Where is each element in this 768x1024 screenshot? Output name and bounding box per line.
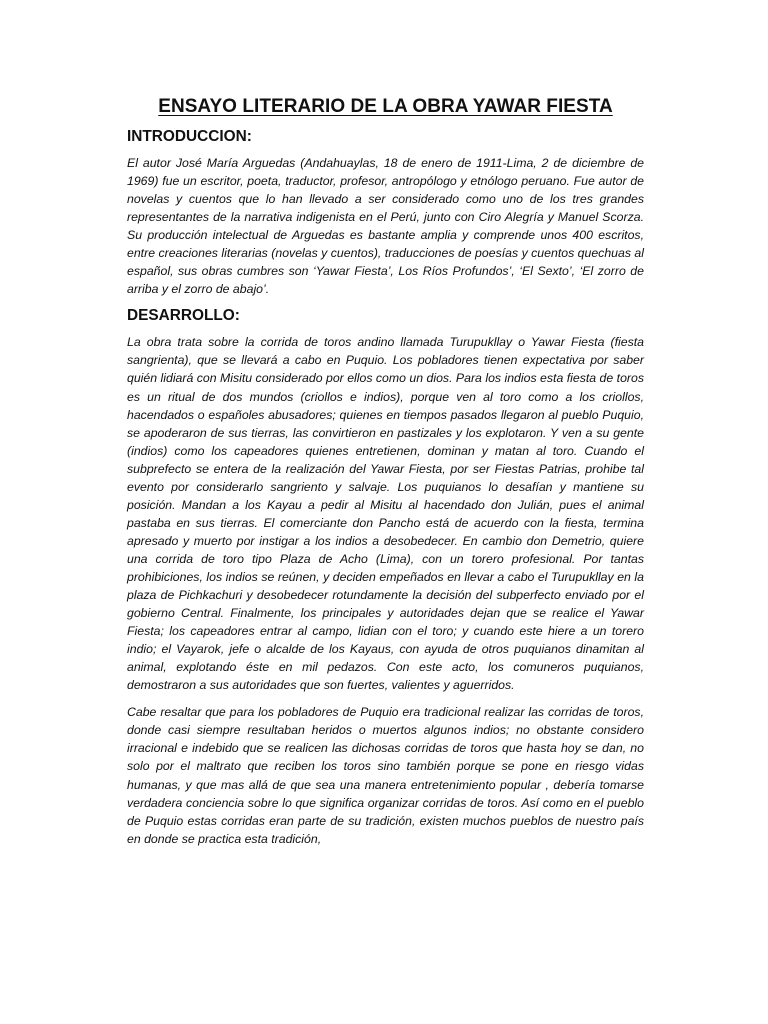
- paragraph-desarrollo-1: La obra trata sobre la corrida de toros andino llamada Turupukllay o Yawar Fiesta (fiesta sangrienta), que se llevará a cabo en Puquio. Los pobladores tienen expectativa por saber quién lidiará con Misitu considerado por ellos como un dios. Para los indios esta fiesta de toros es un ritual de dos mundos (criollos e indios), porque ven al toro como a los criollos, hacendados o españoles abusadores; quienes en tiempos pasados llegaron al pueblo Puquio, se apoderaron de sus tierras, las convirtieron en pastizales y los explotaron. Y ven a su gente (indios) como los capeadores quienes entretienen, dominan y matan al toro. Cuando el subprefecto se entera de la realización del Yawar Fiesta, por ser Fiestas Patrias, prohibe tal evento por considerarlo sangriento y salvaje. Los puquianos lo desafían y mantiene su posición. Mandan a los Kayau a pedir al Misitu al hacendado don Julián, pues el animal pastaba en sus tierras. El comerciante don Pancho está de acuerdo con la fiesta, termina apresado y muerto por instigar a los indios a desobedecer. En cambio don Demetrio, quiere una corrida de toro tipo Plaza de Acho (Lima), con un torero profesional. Por tantas prohibiciones, los indios se reúnen, y deciden empeñados en llevar a cabo el Turupukllay en la plaza de Pichkachuri y desobedecer rotundamente la decisión del subperfecto enviado por el gobierno Central. Finalmente, los principales y autoridades dejan que se realice el Yawar Fiesta; los capeadores entrar al campo, lidian con el toro; y cuando este hiere a un torero indio; el Vayarok, jefe o alcalde de los Kayaus, con ayuda de otros puquianos dinamitan al animal, explotando éste en mil pedazos. Con este acto, los comuneros puquianos, demostraron a sus autoridades que son fuertes, valientes y aguerridos.: [127, 335, 644, 693]
- section-heading-introduccion: INTRODUCCION:: [127, 128, 252, 145]
- document-title: ENSAYO LITERARIO DE LA OBRA YAWAR FIESTA: [158, 96, 613, 117]
- section-heading-desarrollo: DESARROLLO:: [127, 307, 240, 325]
- document-page: [127, 96, 644, 857]
- paragraph-introduccion: El autor José María Arguedas (Andahuaylas, 18 de enero de 1911-Lima, 2 de diciembre de 1969) fue un escritor, poeta, traductor, profesor, antropólogo y etnólogo peruano. Fue autor de novelas y cuentos que lo han llevado a ser considerado como uno de los tres grandes representantes de la narrativa indigenista en el Perú, junto con Ciro Alegría y Manuel Scorza. Su producción intelectual de Arguedas es bastante amplia y comprende unos 400 escritos, entre creaciones literarias (novelas y cuentos), traducciones de poesías y cuentos quechuas al español, sus obras cumbres son ‘Yawar Fiesta’, Los Ríos Profundos’, ‘El Sexto’, ‘El zorro de arriba y el zorro de abajo’.: [127, 156, 644, 297]
- paragraph-desarrollo-2: Cabe resaltar que para los pobladores de Puquio era tradicional realizar las corridas de toros, donde casi siempre resultaban heridos o muertos algunos indios; no obstante considero irracional e indebido que se realicen las dichosas corridas de toros que hasta hoy se dan, no solo por el maltrato que reciben los toros sino también porque se pone en riesgo vidas humanas, y que mas allá de que sea una manera entretenimiento popular , debería tomarse verdadera conciencia sobre lo que significa organizar corridas de toros. Así como en el pueblo de Puquio estas corridas eran parte de su tradición, existen muchos pueblos de nuestro país en donde se practica esta tradición,: [127, 705, 644, 846]
